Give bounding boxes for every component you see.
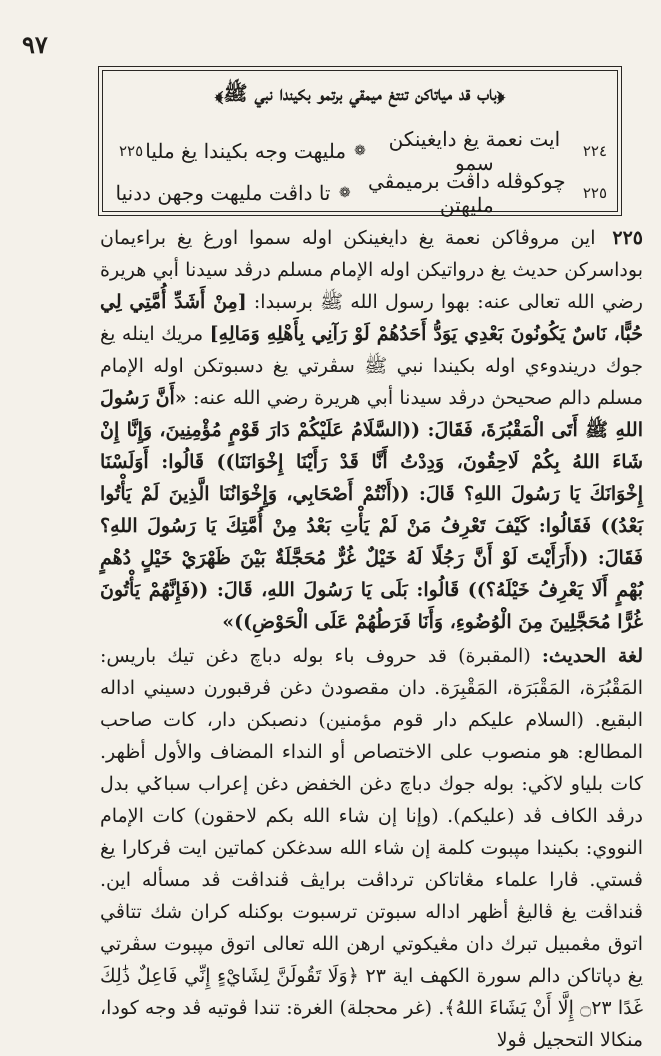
hadith-vocabulary: [100, 640, 643, 1056]
verse-first-half: چوكوڤله داڤت برميمڤي مليهتن: [368, 169, 566, 217]
verse-number: ٢٢٤: [582, 142, 607, 160]
commentary-body: [100, 222, 643, 1056]
intro-text: اين مروڤاكن نعمة يغ دايغينكن اوله سموا اورغ يغ براءيمان بوداسركن حديث يغ درواتيكن اوله الإمام مسلم درڤد سيدنا أبي هريرة رضي الله تعالى عنه: بهوا رسول الله ﷺ برسبدا:: [100, 227, 643, 313]
entry-number: ٢٢٥: [612, 227, 643, 249]
vocabulary-label: لغة الحديث:: [541, 645, 643, 667]
verse-separator-icon: ❁: [339, 185, 351, 201]
hadith-quote: «أَنَّ رَسُولَ اللهِ ﷺ أَتَى الْمَقْبُرَةَ، فَقَالَ: ((السَّلَامُ عَلَيْكُمْ دَارَ قَوْمٍ مُؤْمِنِينَ، وَإِنَّا إِنْ شَاءَ اللهُ بِكُمْ لَاحِقُونَ، وَدِدْتُ أَنَّا قَدْ رَأَيْنَا إِخْوَانَنَا)) قَالُوا: أَوَلَسْنَا إِخْوَانَكَ يَا رَسُولَ اللهِ؟ قَالَ: ((أَنْتُمْ أَصْحَابِي، وَإِخْوَانُنَا الَّذِينَ لَمْ يَأْتُوا بَعْدُ)) فَقَالُوا: كَيْفَ تَعْرِفُ مَنْ لَمْ يَأْتِ بَعْدُ مِنْ أُمَّتِكَ يَا رَسُولَ اللهِ؟ فَقَالَ: ((أَرَأَيْتَ لَوْ أَنَّ رَجُلًا لَهُ خَيْلٌ غُرٌّ مُحَجَّلَةٌ بَيْنَ ظَهْرَيْ خَيْلٍ دُهْمٍ بُهْمٍ أَلَا يَعْرِفُ خَيْلَهُ؟)) قَالُوا: بَلَى يَا رَسُولَ اللهِ، قَالَ: ((فَإِنَّهُمْ يَأْتُونَ غُرًّا مُحَجَّلِينَ مِنَ الْوُضُوءِ، وَأَنَا فَرَطُهُمْ عَلَى الْحَوْضِ))»: [100, 387, 643, 633]
commentary-paragraph: [100, 222, 643, 638]
page-number: ٩٧: [22, 30, 48, 59]
verse-second-half: مليهت وجه بكيندا يغ مليا: [145, 139, 347, 163]
verse-line: [113, 169, 607, 217]
poem-box: [98, 66, 622, 216]
verse-first-half: ايت نعمة يغ دايغينكن سمو: [388, 127, 561, 175]
verse-number: ٢٢٥: [582, 184, 607, 202]
verse-second-half: تا داڤت مليهت وجهن ددنيا: [115, 181, 331, 205]
middle-text: مريك اينله يغ جوك دريندوءي اوله بكيندا نبي ﷺ سڤرتي يغ دسبوتكن اوله الإمام مسلم دالم صحيحڽ درڤد سيدنا أبي هريرة رضي الله عنه:: [100, 323, 644, 409]
hadith-quote: [مِنْ أَشَدِّ أُمَّتِي لِي حُبًّا، نَاسٌ يَكُونُونَ بَعْدِي يَوَدُّ أَحَدُهُمْ لَوْ رَآنِي بِأَهْلِهِ وَمَالِهِ]: [100, 291, 643, 345]
verse-separator-icon: ❁: [354, 143, 366, 159]
vocabulary-text: (المقبرة) قد حروف باء بوله دباچ دغن تيك باريس: المَقْبُرَة، المَقْبَرَة، المَقْبِرَة. دان مقصودڽ دغن ڤرقبورن دسيني اداله البقيع. (السلام عليكم دار قوم مؤمنين) دنصبكن دار، كات صاحب المطالع: هو منصوب على الاختصاص أو النداء المضاف والأول أظهر. كات بلياو لاڬي: بوله جوك دباچ دغن الخفض دغن إعراب سباݢي بدل درڤد الكاف ڤد (عليكم). (وإنا إن شاء الله بكم لاحقون) كات الإمام النووي: بكيندا مپبوت كلمة إن شاء الله سدغكن كماتين ايت ڤركارا يغ ڤستي. ڤارا علماء مڠاتاكن ترداڤت برايڤ ڤنداڤت ڤد مسأله اين. ڤنداڤت يغ ڤاليڠ أظهر اداله سبوتن ترسبوت بوكنله كران شك تتاڤي اتوق مڠمبيل تبرك دان مڠيكوتي ارهن الله تعالى اتوق مپبوت سڤرتي يغ دپاتاكن دالم سورة الكهف اية ٢٣ ﴿وَلَا تَقُولَنَّ لِشَايْءٍ إِنِّي فَاعِلٌ ذَٰلِكَ غَدًا ۝٢٣ إِلَّا أَنْ يَشَاءَ اللهُ﴾. (غر محجلة) الغرة: تندا ڤوتيه ڤد وجه كودا، منكالا التحجيل ڤولا: [100, 645, 644, 1051]
verse-line: [113, 127, 607, 175]
verse-footnote-number: ٢٢٥: [118, 142, 144, 160]
chapter-title: ﴿باب قد مياتاكن تنتغ ميمقي برتمو بكيندا نبي ﷺ﴾: [215, 81, 505, 105]
